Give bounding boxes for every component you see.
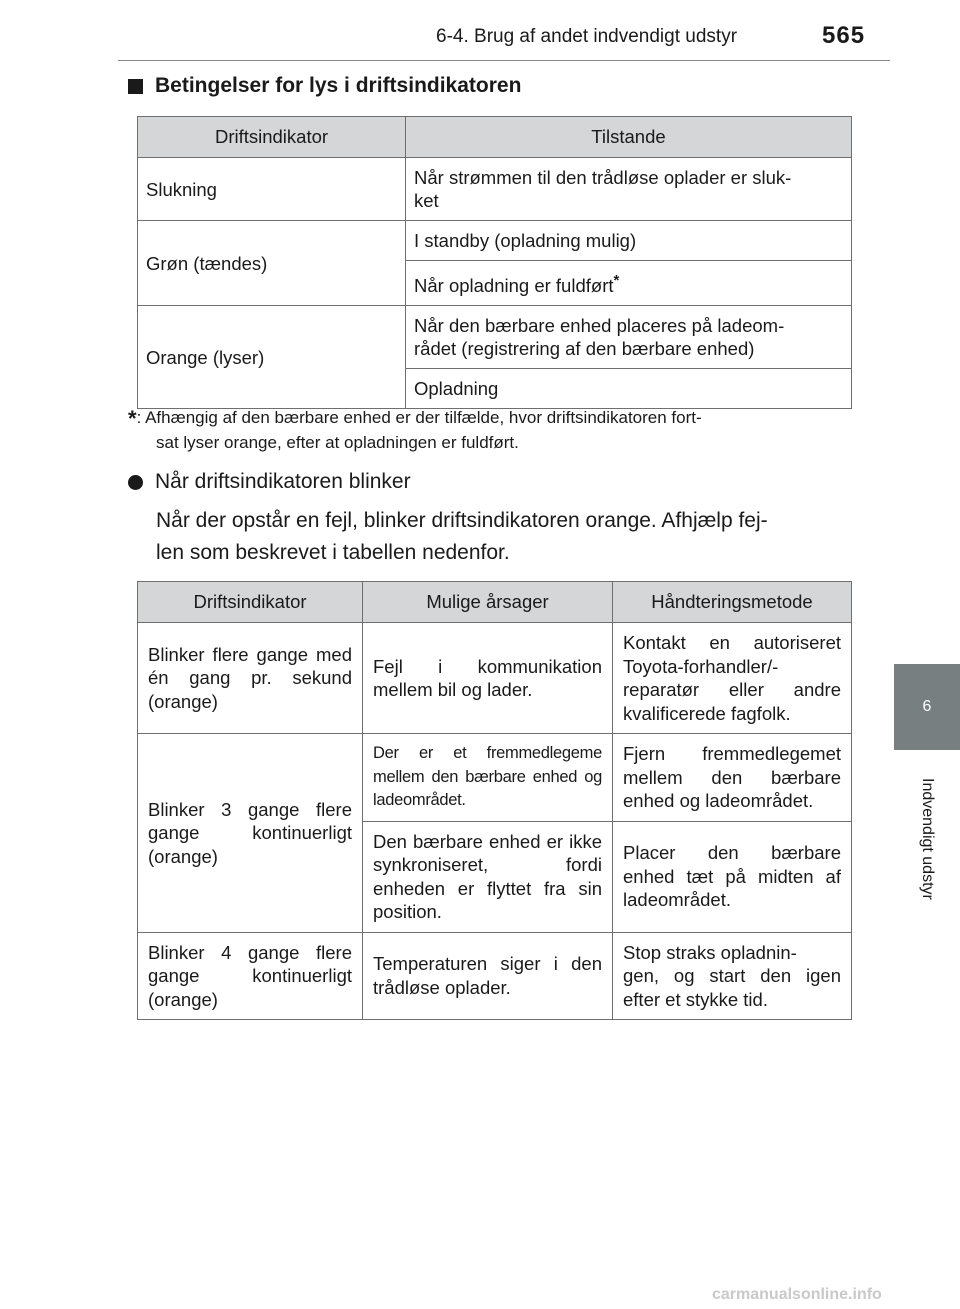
watermark: carmanualsonline.info [712,1286,882,1303]
chapter-label: Indvendigt udstyr [919,778,936,900]
method-cell: Stop straks opladnin- gen, og start den igen efter et stykke tid. [613,932,852,1020]
cause-cell: Den bærbare enhed er ikke synkroniseret, fordi enheden er flyttet fra sin position. [363,821,613,932]
section-heading-text: Betingelser for lys i driftsindikatoren [155,74,522,97]
bullet-heading [128,470,411,494]
table-row [138,734,852,822]
cause-cell: Der er et fremmedlegeme mellem den bærbare enhed og ladeområdet. [363,734,613,822]
state-cell: I standby (opladning mulig) [406,221,852,261]
state-text: Når opladning er fuldført [414,275,614,297]
cause-cell: Fejl i kommunikation mellem bil og lader. [363,623,613,734]
table-row [138,932,852,1020]
square-bullet-icon [128,79,143,94]
state-cell: Når den bærbare enhed placeres på ladeom- rådet (registrering af den bærbare enhed) [406,306,852,369]
table-row [138,158,852,221]
column-header: Driftsindikator [138,117,406,158]
indicator-cell: Blinker 4 gange flere gange kontinuerligt (orange) [138,932,363,1020]
footnote-line-1: : Afhængig af den bærbare enhed er der tilfælde, hvor driftsindikatoren fort- [136,408,702,427]
body-paragraph: Når der opstår en fejl, blinker driftsindikatoren orange. Afhjælp fej- len som beskrevet i tabellen nedenfor. [156,509,768,564]
indicator-cell: Orange (lyser) [138,306,406,409]
table-row [138,221,852,261]
header-section-title: 6-4. Brug af andet indvendigt udstyr [436,26,738,47]
bullet-heading-text: Når driftsindikatoren blinker [155,470,411,493]
method-cell: Kontakt en autoriseret Toyota-forhandler/-reparatør eller andre kvalificerede fagfolk. [613,623,852,734]
method-cell: Placer den bærbare enhed tæt på midten af ladeområdet. [613,821,852,932]
method-cell: Fjern fremmedlegemet mellem den bærbare enhed og ladeområdet. [613,734,852,822]
cause-cell: Temperaturen siger i den trådløse oplader. [363,932,613,1020]
indicator-conditions-table [137,116,852,409]
column-header: Tilstande [406,117,852,158]
round-bullet-icon [128,475,143,490]
footnote-line-2: sat lyser orange, efter at opladningen er fuldført. [156,433,519,452]
chapter-side-label [894,754,960,924]
footnote [128,406,848,455]
chapter-number: 6 [922,698,932,715]
header-divider [118,60,890,61]
footnote-star: * [128,406,137,431]
table-row [138,623,852,734]
indicator-cell: Blinker 3 gange flere gange kontinuerligt (orange) [138,734,363,933]
indicator-cell: Grøn (tændes) [138,221,406,306]
chapter-tab [894,664,960,750]
table-header-row [138,117,852,158]
state-cell [406,261,852,306]
indicator-cell: Slukning [138,158,406,221]
table-header-row [138,582,852,623]
column-header: Mulige årsager [363,582,613,623]
state-cell: Når strømmen til den trådløse oplader er sluk- ket [406,158,852,221]
footnote-marker: * [613,272,620,289]
column-header: Driftsindikator [138,582,363,623]
indicator-cell: Blinker flere gange med én gang pr. sekund (orange) [138,623,363,734]
section-heading [128,74,521,98]
column-header: Håndteringsmetode [613,582,852,623]
table-row [138,306,852,369]
state-cell: Opladning [406,369,852,409]
page-number: 565 [822,22,866,49]
troubleshooting-table [137,581,852,1020]
